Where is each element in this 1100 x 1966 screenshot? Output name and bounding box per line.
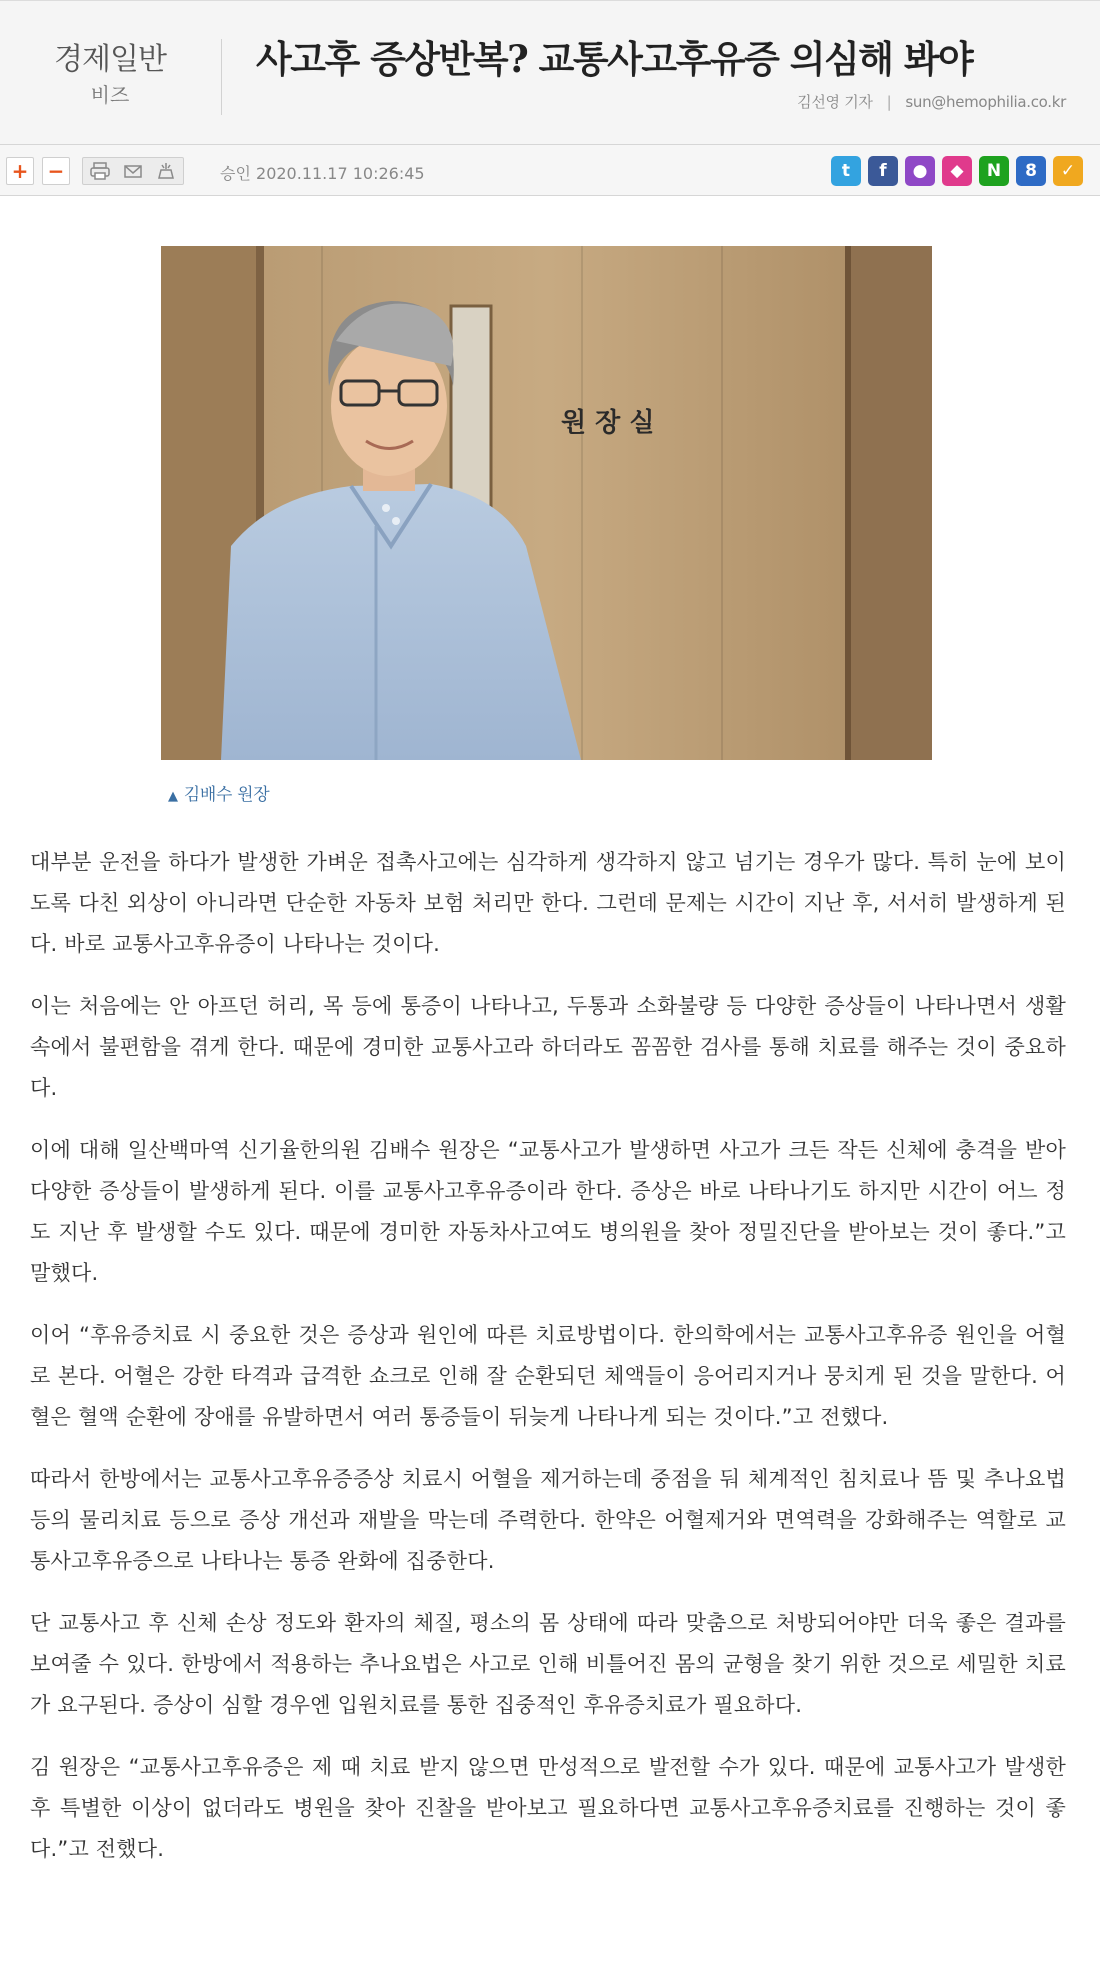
byline <box>797 91 1066 112</box>
print-icon[interactable] <box>84 158 116 184</box>
door-sign-text: 원 장 실 <box>561 408 655 438</box>
bookmark-icon[interactable]: ✓ <box>1053 156 1083 186</box>
article-photo <box>161 246 932 760</box>
facebook-icon[interactable]: f <box>868 156 898 186</box>
reporter-name: 김선영 기자 <box>797 93 873 111</box>
article-toolbar <box>0 144 1100 196</box>
google-plus-icon[interactable]: 8 <box>1016 156 1046 186</box>
article-body <box>30 842 1066 1891</box>
reporter-email[interactable]: sun@hemophilia.co.kr <box>905 93 1066 111</box>
twitter-icon[interactable]: t <box>831 156 861 186</box>
scrap-icon[interactable] <box>150 158 182 184</box>
article-paragraph: 따라서 한방에서는 교통사고후유증증상 치료시 어혈을 제거하는데 중점을 둬 체계적인 침치료나 뜸 및 추나요법 등의 물리치료 등으로 증상 개선과 재발을 막는데 주력한다. 한약은 어혈제거와 면역력을 강화해주는 역할로 교통사고후유증으로 나타나는 통증 완화에 집중한다. <box>30 1467 1066 1573</box>
section-main-label[interactable]: 경제일반 <box>54 42 166 77</box>
approval-date <box>220 161 425 184</box>
article-header <box>0 0 1100 144</box>
kakaotalk-icon[interactable]: ● <box>905 156 935 186</box>
font-size-decrease-button[interactable]: − <box>42 157 70 185</box>
doctor-photo-image <box>161 246 932 760</box>
section-sub-label[interactable]: 비즈 <box>90 83 130 107</box>
header-divider <box>221 39 222 115</box>
approval-date-label: 승인 <box>220 164 251 183</box>
font-size-increase-button[interactable]: + <box>6 157 34 185</box>
photo-caption <box>168 780 269 805</box>
caption-text: 김배수 원장 <box>183 785 270 805</box>
naver-icon[interactable]: N <box>979 156 1009 186</box>
section-label[interactable] <box>20 39 200 109</box>
article-paragraph: 단 교통사고 후 신체 손상 정도와 환자의 체질, 평소의 몸 상태에 따라 맞춤으로 처방되어야만 더욱 좋은 결과를 보여줄 수 있다. 한방에서 적용하는 추나요법은 사고로 인해 비틀어진 몸의 균형을 찾기 위한 것으로 세밀한 치료가 요구된다. 증상이 심할 경우엔 입원치료를 통한 집중적인 후유증치료가 필요하다. <box>30 1611 1066 1717</box>
approval-date-value: 2020.11.17 10:26:45 <box>256 164 425 183</box>
article-paragraph: 대부분 운전을 하다가 발생한 가벼운 접촉사고에는 심각하게 생각하지 않고 넘기는 경우가 많다. 특히 눈에 보이도록 다친 외상이 아니라면 단순한 자동차 보험 처리만 한다. 그런데 문제는 시간이 지난 후, 서서히 발생하게 된다. 바로 교통사고후유증이 나타나는 것이다. <box>30 850 1066 956</box>
kakaostory-icon[interactable]: ◆ <box>942 156 972 186</box>
article-paragraph: 이어 “후유증치료 시 중요한 것은 증상과 원인에 따른 치료방법이다. 한의학에서는 교통사고후유증 원인을 어혈로 본다. 어혈은 강한 타격과 급격한 쇼크로 인해 잘 순환되던 체액들이 응어리지거나 뭉치게 된 것을 말한다. 어혈은 혈액 순환에 장애를 유발하면서 여러 통증들이 뒤늦게 나타나게 되는 것이다.”고 전했다. <box>30 1323 1066 1429</box>
article-paragraph: 이는 처음에는 안 아프던 허리, 목 등에 통증이 나타나고, 두통과 소화불량 등 다양한 증상들이 나타나면서 생활 속에서 불편함을 겪게 한다. 때문에 경미한 교통사고라 하더라도 꼼꼼한 검사를 통해 치료를 해주는 것이 중요하다. <box>30 994 1066 1100</box>
article-paragraph: 김 원장은 “교통사고후유증은 제 때 치료 받지 않으면 만성적으로 발전할 수가 있다. 때문에 교통사고가 발생한 후 특별한 이상이 없더라도 병원을 찾아 진찰을 받아보고 필요하다면 교통사고후유증치료를 진행하는 것이 좋다.”고 전했다. <box>30 1755 1066 1861</box>
caption-triangle-icon: ▲ <box>168 789 178 804</box>
byline-separator: | <box>886 93 892 111</box>
article-paragraph: 이에 대해 일산백마역 신기율한의원 김배수 원장은 “교통사고가 발생하면 사고가 크든 작든 신체에 충격을 받아 다양한 증상들이 발생하게 된다. 이를 교통사고후유증이라 한다. 증상은 바로 나타나기도 하지만 시간이 어느 정도 지난 후 발생할 수도 있다. 때문에 경미한 자동차사고여도 병의원을 찾아 정밀진단을 받아보는 것이 좋다.”고 말했다. <box>30 1138 1066 1285</box>
email-share-icon[interactable] <box>117 158 149 184</box>
article-headline: 사고후 증상반복? 교통사고후유증 의심해 봐야 <box>256 37 973 81</box>
